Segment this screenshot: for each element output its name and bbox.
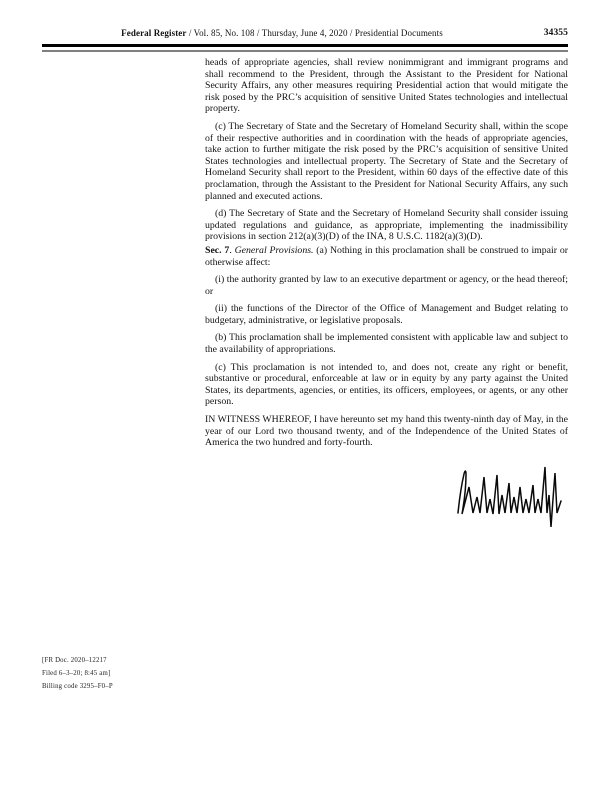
fr-doc-line: [FR Doc. 2020–12217 [42,657,107,664]
paragraph-c-secretaries: (c) The Secretary of State and the Secretary of Homeland Security shall, within the scope of their respective authorities and in coordination with the heads of appropriate agencies, take action to further mitigate the risk posed by the PRC’s acquisition of sensitive United States technologies and intellectual property. The Secretary of State and the Secretary of Homeland Security shall report to the President, within 60 days of the effective date of this proclamation, through the Assistant to the President for National Security Affairs, any such planned and executed actions. [205,120,568,202]
sec7-separator: . [229,244,235,256]
paragraph-i-authority: (i) the authority granted by law to an executive department or agency, or the head thereof; or [205,274,568,297]
header-rule-primary [42,44,568,47]
running-head-text [42,28,522,38]
paragraph-ii-omb-functions: (ii) the functions of the Director of the Office of Management and Budget relating to budgetary, administrative, or legislative proposals. [205,303,568,326]
paragraph-continuation: heads of appropriate agencies, shall review nonimmigrant and immigrant programs and shall recommend to the President, through the Assistant to the President for National Security Affairs, any other measures requiring Presidential action that would mitigate the risk posed by the PRC’s acquisition of sensitive United States technologies and intellectual property. [205,57,568,115]
sec7-body: (a) Nothing in this proclamation shall be construed to impair or otherwise affect: [205,244,568,268]
page-number: 34355 [543,28,568,38]
paragraph-c-no-rights: (c) This proclamation is not intended to, and does not, create any right or benefit, substantive or procedural, enforceable at law or in equity by any party against the United States, its departments, agencies, or entities, its officers, employees, or agents, or any other person. [205,361,568,408]
document-body [205,57,568,455]
filing-footer [42,654,113,693]
paragraph-in-witness-whereof: IN WITNESS WHEREOF, I have hereunto set my hand this twenty-ninth day of May, in the year of our Lord two thousand twenty, and of the Independence of the United States of America the two hundred and forty-fourth. [205,414,568,449]
paragraph-sec7-general-provisions [205,245,568,268]
paragraph-b-implementation: (b) This proclamation shall be implemented consistent with applicable law and subject to the availability of appropriations. [205,332,568,356]
filed-line: Filed 6–3–20; 8:45 am] [42,670,111,677]
header-rule-secondary [42,50,568,52]
presidential-signature [455,461,567,533]
sec7-label: Sec. 7 [205,244,230,256]
journal-name: Federal Register [121,28,187,38]
running-head [42,28,568,42]
issue-info: / Vol. 85, No. 108 / Thursday, June 4, 2020 / Presidential Documents [188,28,443,38]
paragraph-d-regulations: (d) The Secretary of State and the Secretary of Homeland Security shall consider issuing updated regulations and guidance, as appropriate, implementing the inadmissibility provisions in section 212(a)(3)(D) of the INA, 8 U.S.C. 1182(a)(3)(D). [205,208,568,243]
billing-code-line: Billing code 3295–F0–P [42,683,113,690]
sec7-title: General Provisions. [234,244,314,256]
